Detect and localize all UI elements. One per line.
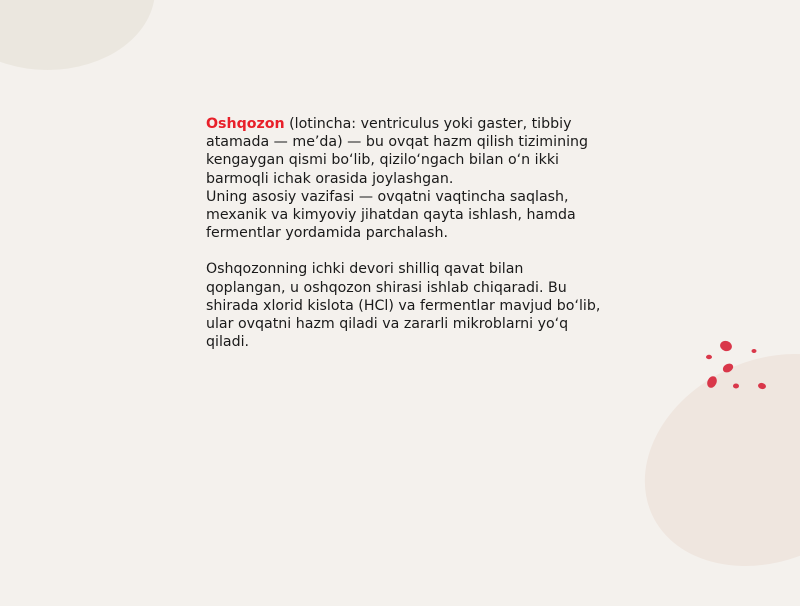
petal — [757, 382, 766, 390]
petals-decoration — [690, 330, 800, 449]
petal — [705, 375, 718, 390]
wall-paragraph: Oshqozonning ichki devori shilliq qavat bilan qoplangan, u oshqozon shirasi ishlab chiqaradi. Bu shirada xlorid kislota (HCl) va fermentlar mavjud bo‘lib, ular ovqatni hazm qiladi va zararli mikroblarni yo‘q qiladi. — [206, 261, 601, 351]
petal — [733, 384, 739, 389]
petal — [706, 355, 712, 359]
intro-paragraph — [206, 115, 606, 188]
keyword-oshqozon: Oshqozon — [206, 116, 285, 132]
petal — [721, 362, 735, 374]
function-paragraph: Uning asosiy vazifasi — ovqatni vaqtincha saqlash, mexanik va kimyoviy jihatdan qayta ishlash, hamda fermentlar yordamida parchalash. — [206, 188, 576, 242]
paragraph-spacer — [206, 242, 606, 260]
slide-text-block — [206, 115, 606, 351]
petal — [752, 349, 757, 353]
petal — [719, 339, 734, 353]
intro-text: (lotincha: ventriculus yoki gaster, tibbiy atamada — me’da) — bu ovqat hazm qilish tizimining kengaygan qismi bo‘lib, qizilo‘ngach bilan o‘n ikki barmoqli ichak orasida joylashgan. — [206, 116, 589, 187]
decorative-blob-top-left — [0, 0, 155, 70]
